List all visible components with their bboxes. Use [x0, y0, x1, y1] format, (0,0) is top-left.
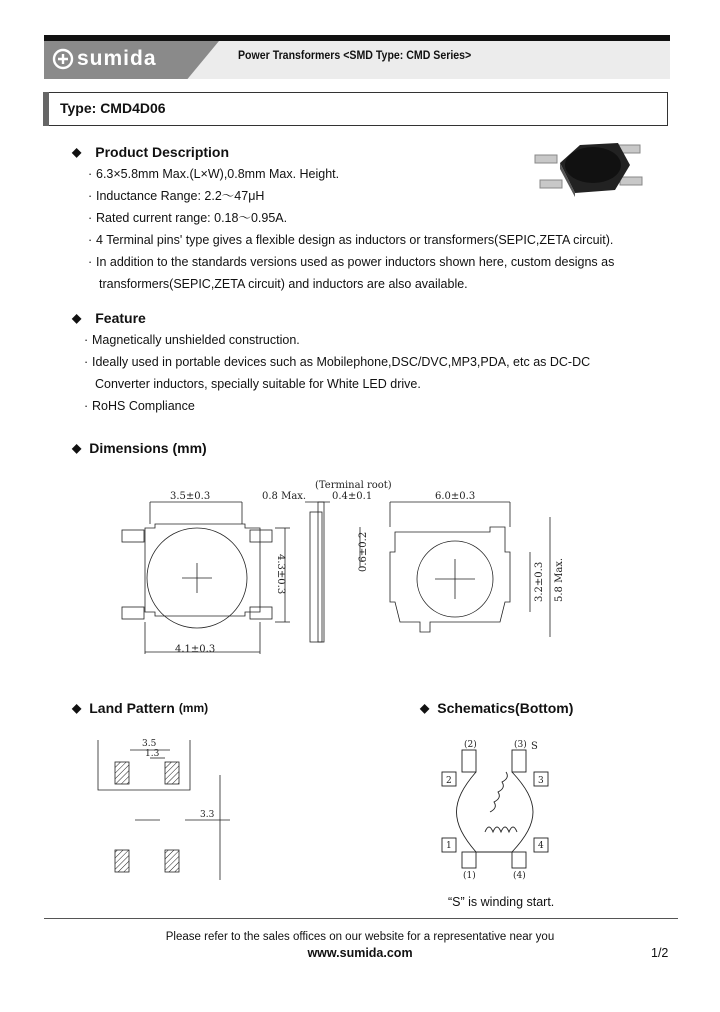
- dimensions-drawing: [110, 472, 590, 662]
- list-item: · Ideally used in portable devices such as Mobilephone,DSC/DVC,MP3,PDA, etc as DC-DC: [84, 355, 591, 369]
- dim-height: 0.8 Max.: [262, 491, 307, 502]
- pin-label-bottom-right: (4): [513, 871, 526, 881]
- feature-heading-text: Feature: [95, 310, 146, 326]
- dimensions-heading-text: Dimensions (mm): [89, 440, 207, 456]
- dim-top-left: 3.5±0.3: [170, 491, 211, 502]
- pin-label-bottom-left: (1): [463, 871, 476, 881]
- list-item: transformers(SEPIC,ZETA circuit) and inductors are also available.: [99, 277, 468, 291]
- dim-right-vertical-1: 3.2±0.3: [534, 561, 545, 602]
- diamond-bullet-icon: ◆: [72, 441, 82, 455]
- winding-start-note: “S” is winding start.: [448, 895, 555, 909]
- list-item: · RoHS Compliance: [84, 399, 195, 413]
- list-item: · Inductance Range: 2.2～47μH: [88, 189, 265, 203]
- component-photo: [530, 135, 650, 205]
- schematic-drawing: [430, 732, 580, 882]
- land-pattern-drawing: [90, 730, 250, 900]
- type-box-accent: [43, 92, 49, 126]
- brand-name: sumida: [77, 47, 157, 70]
- sumida-logo: [52, 47, 157, 71]
- list-item: · 6.3×5.8mm Max.(L×W),0.8mm Max. Height.: [88, 167, 340, 181]
- land-width-2: 1.3: [145, 749, 160, 759]
- footer-rule: [44, 918, 678, 919]
- diamond-bullet-icon: ◆: [72, 701, 82, 715]
- type-label: Type: CMD4D06: [60, 100, 166, 116]
- list-item: · 4 Terminal pins' type gives a flexible design as inductors or transformers(SEPIC,ZETA circuit).: [88, 233, 614, 247]
- dimensions-heading: [72, 440, 207, 456]
- pin-number-2: 2: [446, 776, 452, 786]
- diamond-bullet-icon: ◆: [420, 701, 430, 715]
- header-title: Power Transformers <SMD Type: CMD Series>: [238, 50, 472, 62]
- feature-list: [84, 329, 590, 417]
- land-pattern-unit: (mm): [178, 701, 209, 715]
- dim-top-right: 6.0±0.3: [435, 491, 476, 502]
- pin-number-3: 3: [538, 776, 544, 786]
- pin-label-top-left: (2): [464, 740, 477, 750]
- page-number: 1/2: [651, 946, 669, 960]
- diamond-bullet-icon: ◆: [72, 311, 82, 325]
- terminal-root-label: (Terminal root): [315, 480, 392, 491]
- product-heading: [72, 144, 229, 160]
- feature-heading: [72, 310, 146, 326]
- dim-left-vertical: 4.3±0.3: [275, 554, 286, 595]
- land-pattern-heading-text: Land Pattern: [89, 700, 175, 716]
- footer-url-link[interactable]: www.sumida.com: [307, 946, 413, 960]
- list-item: · Magnetically unshielded construction.: [84, 333, 300, 347]
- schematics-heading: [420, 700, 573, 716]
- dim-side-vertical: 0.6±0.2: [358, 531, 369, 572]
- footer-text: Please refer to the sales offices on our website for a representative near you: [165, 931, 555, 943]
- sumida-mark-icon: [52, 48, 74, 70]
- dim-terminal: 0.4±0.1: [332, 491, 373, 502]
- pin-label-top-right: (3): [514, 740, 527, 750]
- land-width-1: 3.5: [142, 739, 157, 749]
- diamond-bullet-icon: ◆: [72, 145, 82, 159]
- schematics-heading-text: Schematics(Bottom): [437, 700, 574, 716]
- land-pattern-heading: [72, 700, 208, 716]
- list-item: · Rated current range: 0.18～0.95A.: [88, 211, 288, 225]
- winding-start-mark: S: [531, 741, 538, 752]
- land-height-1: 3.3: [200, 810, 215, 820]
- list-item: · In addition to the standards versions used as power inductors shown here, custom designs as: [88, 255, 615, 269]
- pin-number-4: 4: [538, 841, 544, 851]
- dim-right-vertical-2: 5.8 Max.: [554, 557, 565, 602]
- dim-bottom: 4.1±0.3: [175, 644, 216, 655]
- list-item: Converter inductors, specially suitable for White LED drive.: [95, 377, 421, 391]
- pin-number-1: 1: [446, 841, 452, 851]
- product-heading-text: Product Description: [95, 144, 230, 160]
